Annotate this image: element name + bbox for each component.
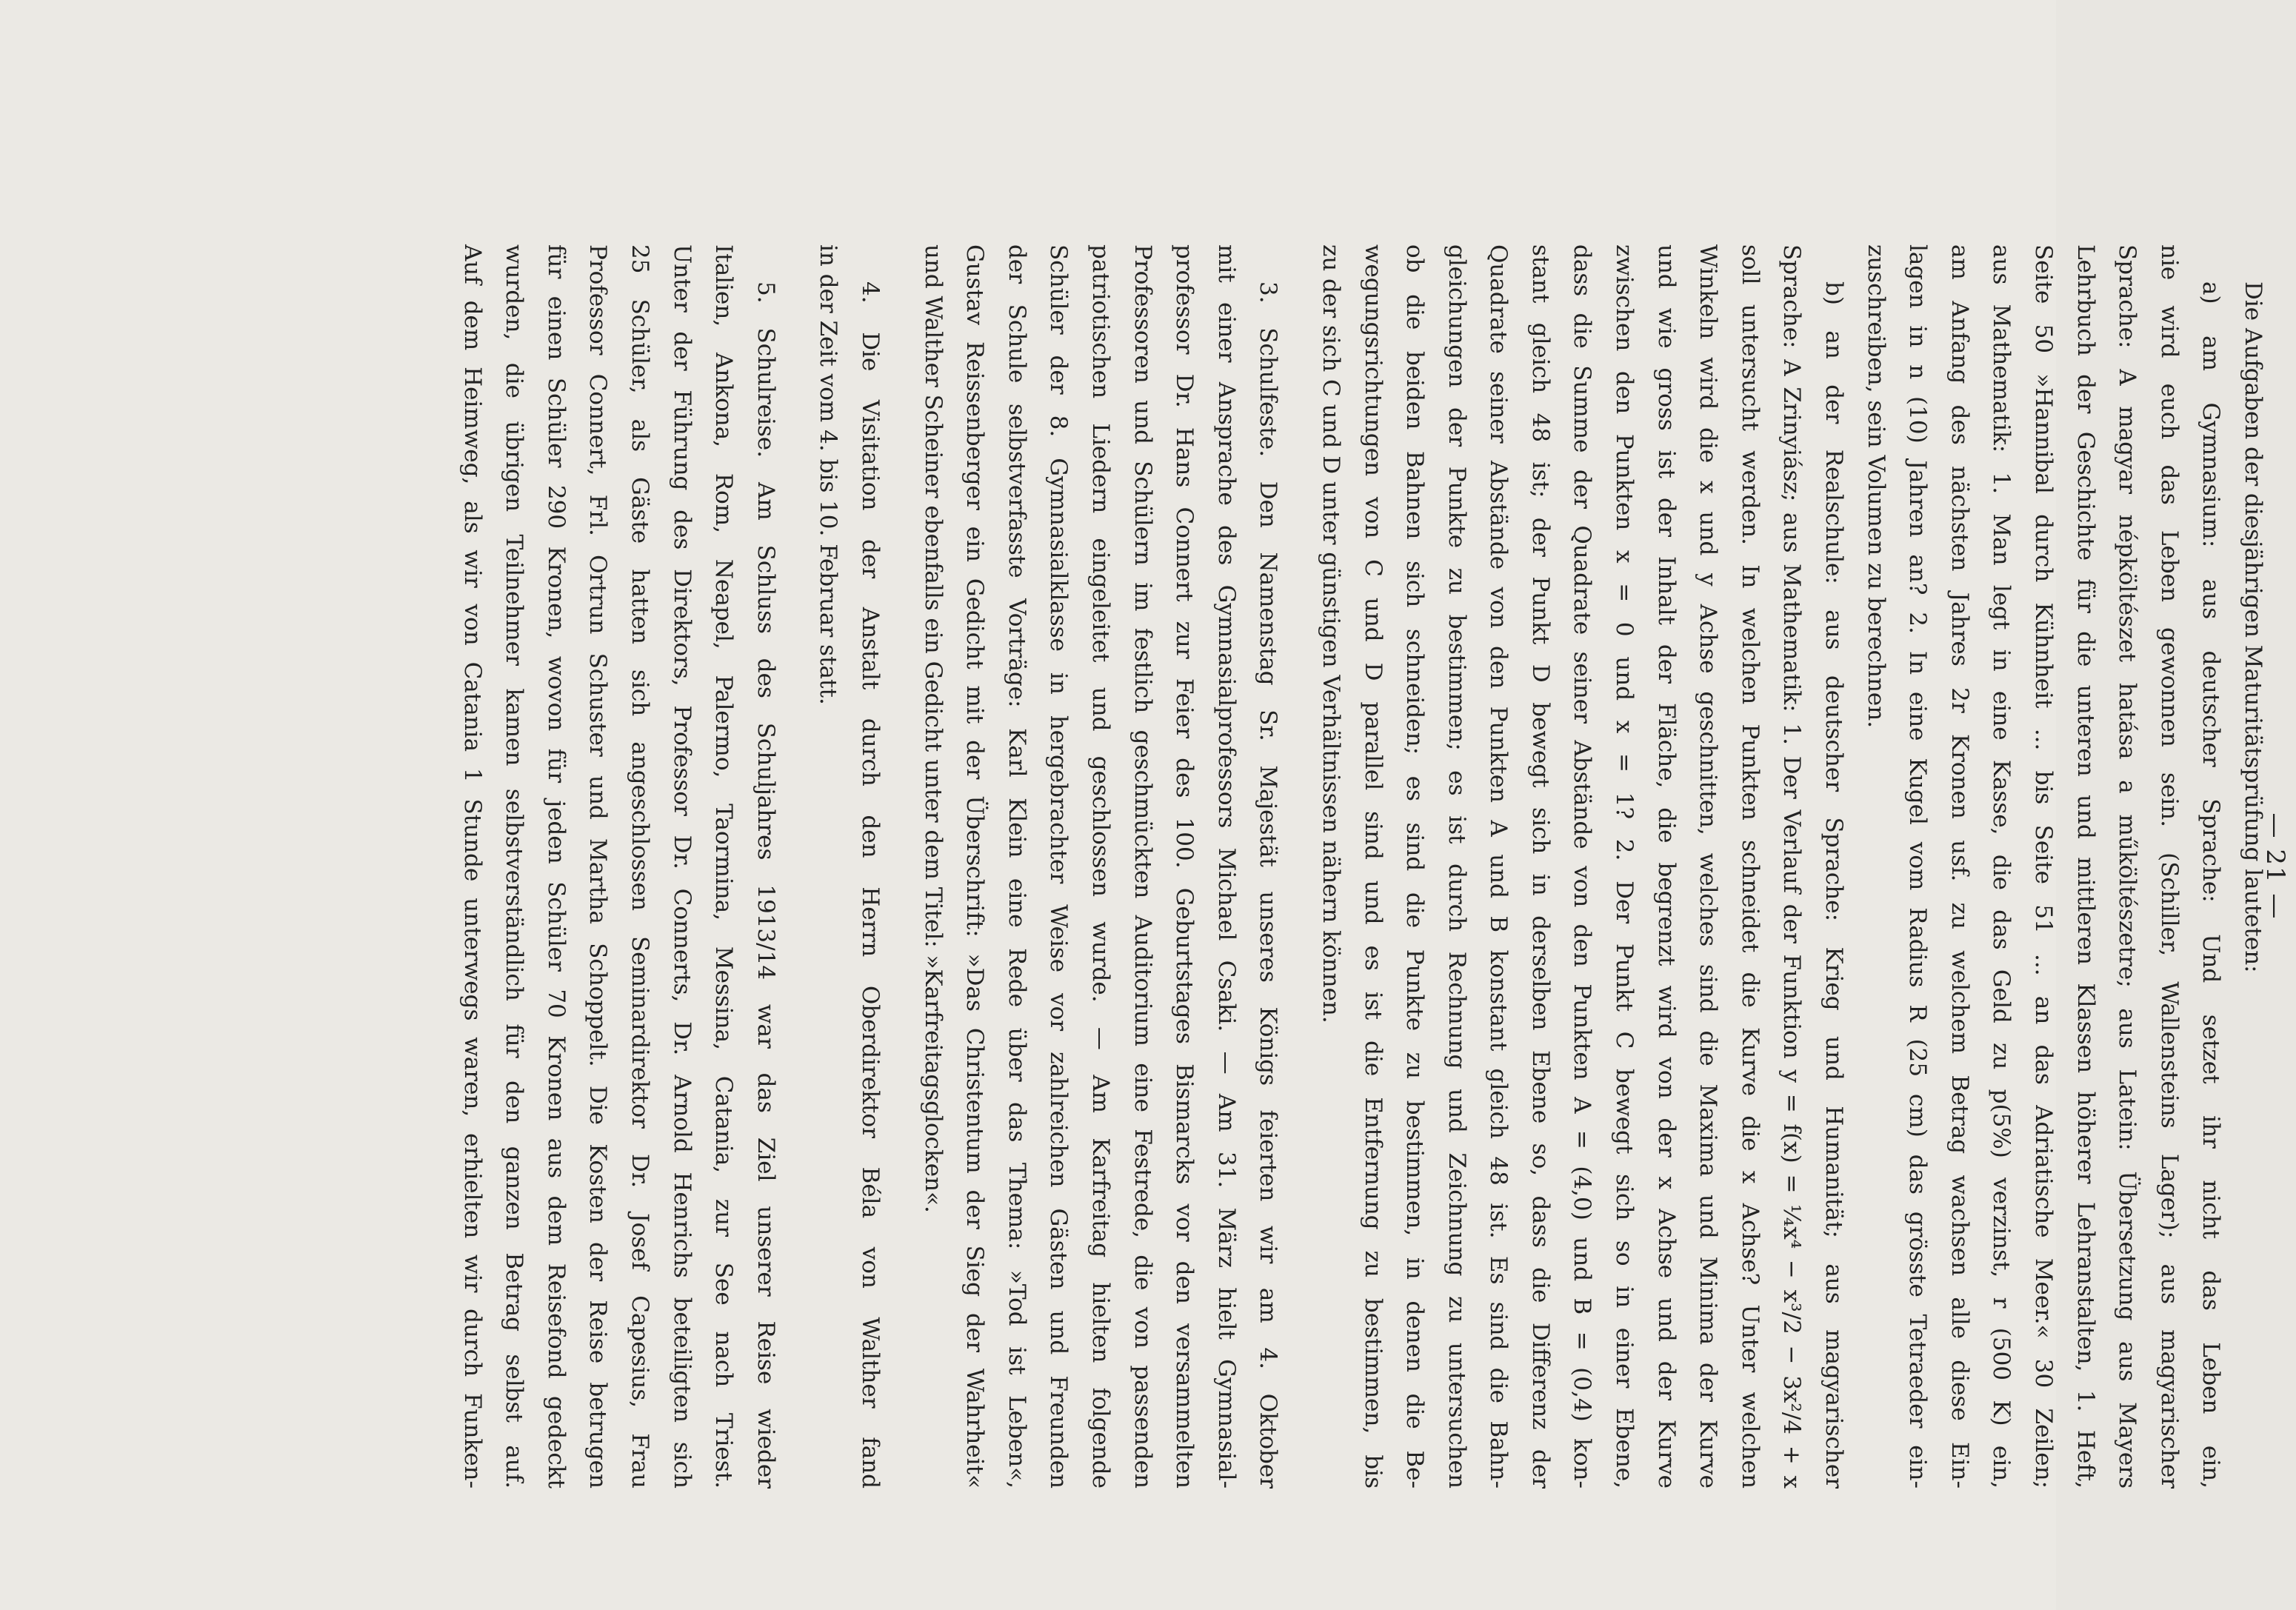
text-line: Die Aufgaben der diesjährigen Maturitätsprüfung lauteten:: [2240, 281, 2266, 973]
text-line: zu der sich C und D unter günstigen Verhältnissen nähern können.: [1317, 244, 1344, 1023]
text-line: soll untersucht werden. In welchen Punkten schneidet die Kurve die x Achse? Unter welchen: [1736, 244, 1763, 1489]
paragraph-gap: [891, 244, 912, 1489]
page-number: — 21 —: [2260, 812, 2290, 921]
paragraph-gap: [787, 244, 807, 1489]
text-line: Quadrate seiner Abstände von den Punkten A und B konstant gleich 48 ist. Es sind die Bahn-: [1485, 244, 1512, 1489]
text-line: Schüler der 8. Gymnasialklasse in hergebrachter Weise vor zahlreichen Gästen und Freunden: [1045, 244, 1072, 1489]
text-line: Winkeln wird die x und y Achse geschnitten, welches sind die Maxima und Minima der Kurve: [1695, 244, 1722, 1489]
text-line: wegungsrichtungen von C und D parallel sind und es ist die Entfernung zu bestimmen, bis: [1359, 244, 1386, 1489]
text-line: und Walther Scheiner ebenfalls ein Gedicht unter dem Titel: »Karfreitagsglocken«.: [919, 244, 947, 1213]
text-line: am Anfang des nächsten Jahres 2r Kronen usf. zu welchem Betrag wachsen alle diese Ein-: [1946, 244, 1973, 1489]
rotated-text-block: [119, 244, 2290, 1489]
text-line: 3. Schulfeste. Den Namenstag Sr. Majestät unseres Königs feierten wir am 4. Oktober: [1255, 281, 1282, 1489]
text-line: für einen Schüler 290 Kronen, wovon für jeden Schüler 70 Kronen aus dem Reisefond gedeckt: [542, 244, 570, 1489]
text-line: Sprache: A Zrinyiász; aus Mathematik: 1. Der Verlauf der Funktion y = f(x) = ¼x⁴ − x³/2 − 3x²/4 + x: [1778, 244, 1806, 1489]
text-line: Professoren und Schülern im festlich geschmückten Auditorium eine Festrede, die von passenden: [1129, 244, 1156, 1489]
text-line: wurden, die übrigen Teilnehmer kamen selbstverständlich für den ganzen Betrag selbst auf.: [501, 244, 528, 1489]
text-line: 5. Schulreise. Am Schluss des Schuljahres 1913/14 war das Ziel unserer Reise wieder: [752, 281, 779, 1489]
text-line: Seite 50 »Hannibal durch Kühnheit ... bis Seite 51 ... an das Adriatische Meer.« 30 Zeilen;: [2030, 244, 2058, 1489]
text-line: gleichungen der Punkte zu bestimmen; es ist durch Rechnung und Zeichnung zu untersuchen: [1443, 244, 1470, 1489]
text-line: Italien, Ankona, Rom, Neapel, Palermo, Taormina, Messina, Catania, zur See nach Triest.: [710, 244, 738, 1489]
text-line: patriotischen Liedern eingeleitet und geschlossen wurde. — Am Karfreitag hielten folgende: [1087, 244, 1114, 1489]
text-line: dass die Summe der Quadrate seiner Abstände von den Punkten A = (4,0) und B = (0,4) kon-: [1569, 244, 1596, 1489]
text-line: 25 Schüler, als Gäste hatten sich angeschlossen Seminardirektor Dr. Josef Capesius, Frau: [627, 244, 654, 1489]
text-line: stant gleich 48 ist; der Punkt D bewegt sich in derselben Ebene so, dass die Differenz der: [1526, 244, 1554, 1489]
text-line: nie wird euch das Leben gewonnen sein. (Schiller, Wallensteins Lager); aus magyarischer: [2155, 244, 2183, 1489]
text-line: Gustav Reissenberger ein Gedicht mit der Überschrift: »Das Christentum der Sieg der Wahrheit«: [961, 244, 989, 1489]
text-line: lagen in n (10) Jahren an? 2. In eine Kugel vom Radius R (25 cm) das grösste Tetraeder ein-: [1904, 244, 1932, 1489]
text-line: Unter der Führung des Direktors, Professor Dr. Connerts, Dr. Arnold Henrichs beteiligten sich: [668, 244, 695, 1489]
text-line: aus Mathematik: 1. Man legt in eine Kasse, die das Geld zu p(5%) verzinst, r (500 K) ein,: [1988, 244, 2015, 1489]
text-line: der Schule selbstverfasste Vorträge: Karl Klein eine Rede über das Thema: »Tod ist Leben«,: [1003, 244, 1030, 1489]
text-line: Lehrbuch der Geschichte für die unteren und mittleren Klassen höherer Lehranstalten, 1. Heft,: [2072, 244, 2099, 1489]
text-line: 4. Die Visitation der Anstalt durch den Herrn Oberdirektor Béla von Walther fand: [857, 281, 884, 1489]
text-line: zwischen den Punkten x = 0 und x = 1? 2. Der Punkt C bewegt sich so in einer Ebene,: [1611, 244, 1638, 1489]
text-line: Professor Connert, Frl. Ortrun Schuster und Martha Schoppelt. Die Kosten der Reise betrugen: [584, 244, 612, 1489]
text-line: und wie gross ist der Inhalt der Fläche, die begrenzt wird von der x Achse und der Kurve: [1652, 244, 1680, 1489]
text-line: Sprache: A magyar népköltészet hatása a műköltészetre; aus Latein: Übersetzung aus Mayers: [2114, 244, 2141, 1489]
text-line: in der Zeit vom 4. bis 10. Februar statt.: [815, 244, 842, 705]
body-text: [451, 244, 2274, 1489]
text-line: b) an der Realschule: aus deutscher Sprache: Krieg und Humanität; aus magyarischer: [1821, 281, 1848, 1489]
text-line: a) am Gymnasium: aus deutscher Sprache: Und setzet ihr nicht das Leben ein,: [2197, 281, 2225, 1489]
text-line: professor Dr. Hans Connert zur Feier des 100. Geburtstages Bismarcks vor den versammelten: [1171, 244, 1198, 1489]
text-line: zuschreiben, sein Volumen zu berechnen.: [1862, 244, 1889, 729]
text-line: mit einer Ansprache des Gymnasialprofessors Michael Csaki. — Am 31. März hielt Gymnasial-: [1212, 244, 1240, 1489]
text-line: ob die beiden Bahnen sich schneiden; es sind die Punkte zu bestimmen, in denen die Be-: [1401, 244, 1429, 1489]
paragraph-gap: [1289, 244, 1309, 1489]
text-line: Auf dem Heimweg, als wir von Catania 1 Stunde unterwegs waren, erhielten wir durch Funken-: [458, 244, 486, 1489]
